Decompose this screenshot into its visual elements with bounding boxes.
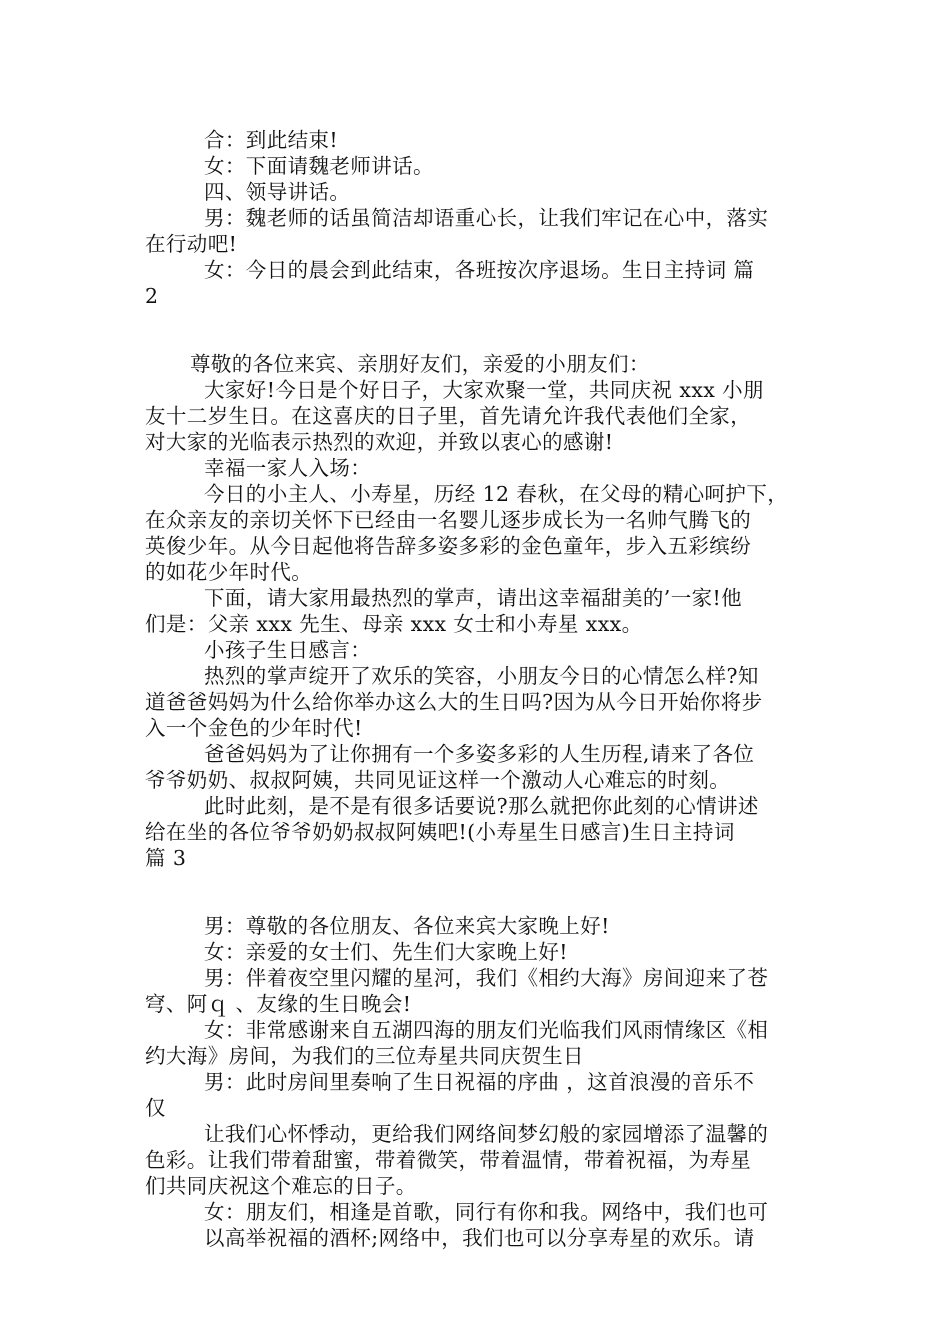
text-line: 女：下面请魏老师讲话。: [204, 154, 434, 178]
text-line: 幸福一家人入场：: [204, 456, 372, 480]
text-line: 热烈的掌声绽开了欢乐的笑容，小朋友今日的心情怎么样?知: [204, 664, 759, 688]
text-line: 在行动吧!: [145, 232, 238, 256]
text-line: 以高举祝福的酒杯;网络中，我们也可以分享寿星的欢乐。请: [204, 1226, 755, 1250]
text-line: 在众亲友的亲切关怀下已经由一名婴儿逐步成长为一名帅气腾飞的: [145, 508, 752, 532]
text-line: 让我们心怀悸动，更给我们网络间梦幻般的家园增添了温馨的: [204, 1122, 769, 1146]
text-line: 女：非常感谢来自五湖四海的朋友们光临我们风雨情缘区《相: [204, 1018, 769, 1042]
text-line: 色彩。让我们带着甜蜜，带着微笑，带着温情，带着祝福，为寿星: [145, 1148, 752, 1172]
text-line: 尊敬的各位来宾、亲朋好友们，亲爱的小朋友们：: [190, 352, 650, 376]
text-line: 女：朋友们，相逢是首歌，同行有你和我。网络中，我们也可: [204, 1200, 769, 1224]
text-line: 篇 3: [145, 846, 187, 870]
text-line: 穹、阿ｑ 、友缘的生日晚会!: [145, 992, 412, 1016]
text-line: 合：到此结束!: [204, 128, 339, 152]
text-line: 女：今日的晨会到此结束，各班按次序退场。生日主持词 篇: [204, 258, 755, 282]
text-line: 小孩子生日感言：: [204, 638, 372, 662]
text-line: 男：尊敬的各位朋友、各位来宾大家晚上好!: [204, 914, 610, 938]
text-line: 爸爸妈妈为了让你拥有一个多姿多彩的人生历程,请来了各位: [204, 742, 755, 766]
text-line: 友十二岁生日。在这喜庆的日子里，首先请允许我代表他们全家，: [145, 404, 752, 428]
text-line: 仅: [145, 1096, 166, 1120]
text-line: 此时此刻，是不是有很多话要说?那么就把你此刻的心情讲述: [204, 794, 759, 818]
text-line: 对大家的光临表示热烈的欢迎，并致以衷心的感谢!: [145, 430, 614, 454]
text-line: 道爸爸妈妈为什么给你举办这么大的生日吗?因为从今日开始你将步: [145, 690, 763, 714]
text-line: 的如花少年时代。: [145, 560, 313, 584]
text-line: 四、领导讲话。: [204, 180, 351, 204]
text-line: 英俊少年。从今日起他将告辞多姿多彩的金色童年，步入五彩缤纷: [145, 534, 752, 558]
text-line: 大家好!今日是个好日子，大家欢聚一堂，共同庆祝 xxx 小朋: [204, 378, 764, 402]
text-line: 男：魏老师的话虽简洁却语重心长，让我们牢记在心中，落实: [204, 206, 769, 230]
text-line: 约大海》房间，为我们的三位寿星共同庆贺生日: [145, 1044, 584, 1068]
text-line: 们共同庆祝这个难忘的日子。: [145, 1174, 417, 1198]
text-line: 2: [145, 284, 159, 308]
text-line: 男：此时房间里奏响了生日祝福的序曲 ，这首浪漫的音乐不: [204, 1070, 755, 1094]
text-line: 今日的小主人、小寿星，历经 12 春秋，在父母的精心呵护下，: [204, 482, 789, 506]
text-line: 男：伴着夜空里闪耀的星河，我们《相约大海》房间迎来了苍: [204, 966, 769, 990]
text-line: 入一个金色的少年时代!: [145, 716, 363, 740]
text-line: 给在坐的各位爷爷奶奶叔叔阿姨吧!(小寿星生日感言)生日主持词: [145, 820, 735, 844]
text-line: 爷爷奶奶、叔叔阿姨，共同见证这样一个激动人心难忘的时刻。: [145, 768, 731, 792]
text-line: 下面，请大家用最热烈的掌声，请出这幸福甜美的’一家!他: [204, 586, 743, 610]
text-line: 女：亲爱的女士们、先生们大家晚上好!: [204, 940, 568, 964]
text-line: 们是：父亲 xxx 先生、母亲 xxx 女士和小寿星 xxx。: [145, 612, 643, 636]
